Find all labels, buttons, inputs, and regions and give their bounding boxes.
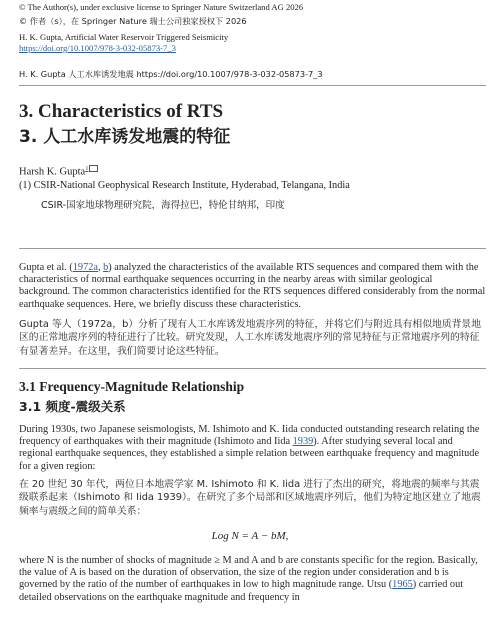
section-title-en: 3.1 Frequency-Magnitude Relationship bbox=[19, 379, 245, 394]
ref-1972b-link[interactable]: b bbox=[103, 262, 109, 273]
ref-1939-link[interactable]: 1939 bbox=[292, 436, 314, 448]
author-line bbox=[19, 165, 486, 178]
copyright-en: © The Author(s), under exclusive license to Springer Nature Switzerland AG 2026 bbox=[19, 2, 304, 12]
email-icon[interactable] bbox=[89, 165, 98, 172]
intro-paragraph-zh: Gupta 等人（1972a，b）分析了现有人工水库诱发地震序列的特征，并将它们与附近具有相似地质背景地区的正常地震序列的特征进行了比较。研究发现，人工水库诱发地震序列的常见特征与正常地震序列的特征有显著差异。在这里，我们简要讨论这些特征。 bbox=[19, 319, 482, 357]
author-name: Harsh K. Gupta bbox=[19, 166, 86, 178]
affiliation-zh: CSIR-国家地球物理研究院，海得拉巴，特伦甘纳邦，印度 bbox=[41, 200, 285, 211]
chapter-title-en: 3. Characteristics of RTS bbox=[19, 101, 224, 122]
section-rule bbox=[19, 368, 486, 369]
intro-rule bbox=[19, 248, 486, 249]
citation-zh: H. K. Gupta 人工水库诱发地震 https://doi.org/10.1007/978-3-032-05873-7_3 bbox=[19, 69, 323, 79]
citation-line: H. K. Gupta, Artificial Water Reservoir Triggered Seismicity bbox=[19, 32, 229, 42]
affiliation-en: (1) CSIR-National Geophysical Research Institute, Hyderabad, Telangana, India bbox=[19, 180, 350, 191]
intro-paragraph-en: Gupta et al. (1972a, b) analyzed the characteristics of the available RTS sequences and compared them with the characteristics of normal earthquake sequences occurring in the nearby areas with similar geological background. The common characteristics identified for the RTS sequences differed considerably from the normal earthquake sequences. Here, we briefly discuss these characteristics. bbox=[19, 262, 486, 310]
ref-1972a-link[interactable]: 1972a bbox=[72, 262, 98, 273]
chapter-title-zh: 3. 人工水库诱发地震的特征 bbox=[19, 127, 231, 147]
doi-link[interactable]: https://doi.org/10.1007/978-3-032-05873-7_3 bbox=[19, 43, 176, 53]
section-title-zh: 3.1 频度-震级关系 bbox=[19, 399, 126, 414]
ref-1965-link[interactable]: 1965 bbox=[392, 579, 413, 591]
doi-link-container bbox=[19, 43, 486, 54]
section-paragraph1-zh: 在 20 世纪 30 年代，两位日本地震学家 M. Ishimoto 和 K. Iida 进行了杰出的研究，将地震的频率与其震级联系起来（Ishimoto 和 Iida 1939）。在研究了多个局部和区域地震序列后，他们为特定地区建立了地震频率与震级之间的简单关系： bbox=[19, 479, 481, 517]
section-paragraph1-en: During 1930s, two Japanese seismologists, M. Ishimoto and K. Iida conducted outstanding research relating the frequency of earthquakes with their magnitude (Ishimoto and Iida 1939). After studying several local and regional earthquake sequences, they established a simple relation between earthquake frequency and magnitude for a given region: bbox=[19, 424, 480, 472]
header-rule bbox=[19, 85, 486, 86]
section-paragraph2-en: where N is the number of shocks of magnitude ≥ M and A and b are constants specific for the region. Basically, the value of A is based on the duration of observation, the size of the region under consideration and b is governed by the ratio of the number of earthquakes in low to high magnitude range. Utsu (1965) carried out detailed observations on the earthquake magnitude and frequency in bbox=[19, 555, 478, 603]
equation: Log N = A − bM, bbox=[211, 530, 289, 542]
copyright-zh: © 作者（s），在 Springer Nature 瑞士公司独家授权下 2026 bbox=[19, 16, 247, 26]
author-sup[interactable]: 1 bbox=[85, 165, 89, 172]
